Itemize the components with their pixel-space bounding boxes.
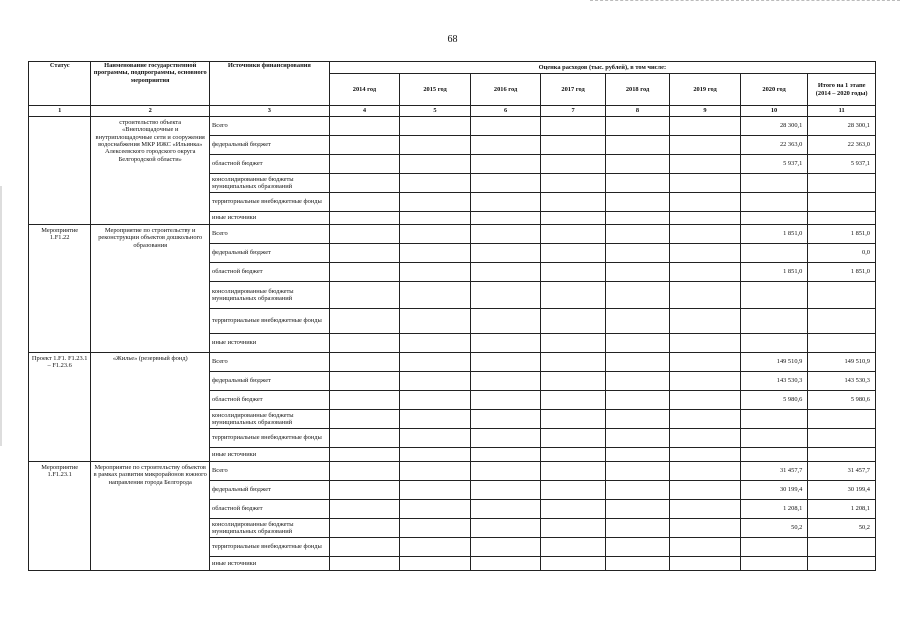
- value-2020-cell: [740, 193, 808, 212]
- funding-source-cell: областной бюджет: [210, 263, 330, 282]
- year-value-cell: [470, 353, 541, 372]
- column-number: 4: [329, 106, 400, 117]
- year-value-cell: [670, 225, 741, 244]
- year-value-cell: [605, 481, 669, 500]
- year-value-cell: [541, 117, 605, 136]
- year-value-cell: [605, 225, 669, 244]
- total-value-cell: 31 457,7: [808, 462, 876, 481]
- year-value-cell: [541, 334, 605, 353]
- column-number: 10: [740, 106, 808, 117]
- total-value-cell: [808, 429, 876, 448]
- value-2020-cell: [740, 244, 808, 263]
- year-value-cell: [329, 391, 400, 410]
- year-value-cell: [400, 225, 471, 244]
- year-value-cell: [605, 155, 669, 174]
- value-2020-cell: [740, 309, 808, 334]
- total-value-cell: 22 363,0: [808, 136, 876, 155]
- total-value-cell: 1 851,0: [808, 263, 876, 282]
- year-value-cell: [541, 429, 605, 448]
- header-name: Наименование государственной программы, подпрограммы, основного мероприятия: [91, 62, 210, 106]
- year-value-cell: [470, 282, 541, 309]
- column-number: 6: [470, 106, 541, 117]
- year-value-cell: [670, 174, 741, 193]
- program-name-cell: строительство объекта «Внеплощадочные и внутриплощадочные сети и сооружения водоснабжения МКР ИЖС «Ильинка» Алексеевского городского округа Белгородской области»: [91, 117, 210, 225]
- year-value-cell: [470, 263, 541, 282]
- total-value-cell: 50,2: [808, 519, 876, 538]
- scan-edge-shadow: [0, 186, 2, 446]
- year-value-cell: [541, 500, 605, 519]
- year-value-cell: [470, 174, 541, 193]
- funding-source-cell: консолидированные бюджеты муниципальных образований: [210, 410, 330, 429]
- program-name-cell: «Жилье» (резервный фонд): [91, 353, 210, 462]
- header-status: Статус: [29, 62, 91, 106]
- year-value-cell: [541, 557, 605, 571]
- year-value-cell: [541, 481, 605, 500]
- total-value-cell: 149 510,9: [808, 353, 876, 372]
- value-2020-cell: 1 208,1: [740, 500, 808, 519]
- year-value-cell: [541, 244, 605, 263]
- year-value-cell: [470, 334, 541, 353]
- year-value-cell: [670, 334, 741, 353]
- funding-source-cell: федеральный бюджет: [210, 372, 330, 391]
- year-value-cell: [329, 193, 400, 212]
- year-value-cell: [670, 391, 741, 410]
- total-value-cell: [808, 309, 876, 334]
- page-number: 68: [447, 34, 458, 45]
- year-value-cell: [470, 410, 541, 429]
- year-value-cell: [605, 448, 669, 462]
- value-2020-cell: [740, 557, 808, 571]
- total-value-cell: 5 937,1: [808, 155, 876, 174]
- year-value-cell: [541, 448, 605, 462]
- year-value-cell: [670, 117, 741, 136]
- header-year: 2017 год: [541, 74, 605, 106]
- column-number: 5: [400, 106, 471, 117]
- column-number: 11: [808, 106, 876, 117]
- year-value-cell: [670, 481, 741, 500]
- year-value-cell: [400, 282, 471, 309]
- year-value-cell: [329, 462, 400, 481]
- header-year: 2019 год: [670, 74, 741, 106]
- total-value-cell: [808, 334, 876, 353]
- column-number: 3: [210, 106, 330, 117]
- year-value-cell: [541, 263, 605, 282]
- year-value-cell: [541, 309, 605, 334]
- year-value-cell: [400, 263, 471, 282]
- year-value-cell: [470, 481, 541, 500]
- year-value-cell: [329, 410, 400, 429]
- year-value-cell: [470, 225, 541, 244]
- year-value-cell: [400, 429, 471, 448]
- year-value-cell: [541, 212, 605, 225]
- year-value-cell: [400, 372, 471, 391]
- year-value-cell: [400, 136, 471, 155]
- funding-source-cell: Всего: [210, 117, 330, 136]
- status-cell: Мероприятие 1.F1.23.1: [29, 462, 91, 571]
- total-value-cell: 30 199,4: [808, 481, 876, 500]
- year-value-cell: [400, 244, 471, 263]
- year-value-cell: [605, 557, 669, 571]
- year-value-cell: [541, 372, 605, 391]
- funding-source-cell: территориальные внебюджетные фонды: [210, 193, 330, 212]
- year-value-cell: [670, 557, 741, 571]
- total-value-cell: [808, 193, 876, 212]
- year-value-cell: [400, 174, 471, 193]
- year-value-cell: [329, 263, 400, 282]
- year-value-cell: [605, 391, 669, 410]
- funding-source-cell: областной бюджет: [210, 391, 330, 410]
- year-value-cell: [605, 519, 669, 538]
- year-value-cell: [400, 538, 471, 557]
- column-number: 8: [605, 106, 669, 117]
- year-value-cell: [400, 193, 471, 212]
- year-value-cell: [329, 309, 400, 334]
- year-value-cell: [605, 500, 669, 519]
- total-value-cell: [808, 448, 876, 462]
- year-value-cell: [670, 372, 741, 391]
- year-value-cell: [541, 282, 605, 309]
- program-name-cell: Мероприятие по строительству и реконструкции объектов дошкольного образования: [91, 225, 210, 353]
- year-value-cell: [470, 212, 541, 225]
- year-value-cell: [541, 174, 605, 193]
- value-2020-cell: 22 363,0: [740, 136, 808, 155]
- year-value-cell: [329, 136, 400, 155]
- year-value-cell: [400, 557, 471, 571]
- funding-source-cell: федеральный бюджет: [210, 244, 330, 263]
- year-value-cell: [329, 500, 400, 519]
- table-row: [29, 353, 876, 372]
- value-2020-cell: 143 530,3: [740, 372, 808, 391]
- budget-table: [28, 61, 876, 571]
- year-value-cell: [470, 372, 541, 391]
- table-row: [29, 462, 876, 481]
- value-2020-cell: [740, 429, 808, 448]
- year-value-cell: [605, 174, 669, 193]
- year-value-cell: [400, 391, 471, 410]
- funding-source-cell: консолидированные бюджеты муниципальных образований: [210, 519, 330, 538]
- year-value-cell: [470, 519, 541, 538]
- column-number: 2: [91, 106, 210, 117]
- status-cell: Мероприятие 1.F1.22: [29, 225, 91, 353]
- total-value-cell: [808, 174, 876, 193]
- total-value-cell: 1 851,0: [808, 225, 876, 244]
- year-value-cell: [605, 193, 669, 212]
- year-value-cell: [400, 500, 471, 519]
- year-value-cell: [400, 410, 471, 429]
- header-year: 2020 год: [740, 74, 808, 106]
- funding-source-cell: иные источники: [210, 334, 330, 353]
- column-number: 7: [541, 106, 605, 117]
- status-cell: Проект 1.F1. F1.23.1 – F1.23.6: [29, 353, 91, 462]
- value-2020-cell: [740, 448, 808, 462]
- year-value-cell: [400, 334, 471, 353]
- year-value-cell: [670, 193, 741, 212]
- value-2020-cell: 149 510,9: [740, 353, 808, 372]
- year-value-cell: [329, 538, 400, 557]
- year-value-cell: [329, 334, 400, 353]
- year-value-cell: [470, 538, 541, 557]
- year-value-cell: [541, 391, 605, 410]
- value-2020-cell: [740, 410, 808, 429]
- value-2020-cell: 5 980,6: [740, 391, 808, 410]
- year-value-cell: [670, 263, 741, 282]
- total-value-cell: 1 208,1: [808, 500, 876, 519]
- year-value-cell: [400, 212, 471, 225]
- year-value-cell: [400, 155, 471, 174]
- year-value-cell: [470, 136, 541, 155]
- year-value-cell: [329, 225, 400, 244]
- funding-source-cell: областной бюджет: [210, 155, 330, 174]
- value-2020-cell: 30 199,4: [740, 481, 808, 500]
- year-value-cell: [670, 244, 741, 263]
- year-value-cell: [400, 519, 471, 538]
- year-value-cell: [400, 353, 471, 372]
- year-value-cell: [605, 353, 669, 372]
- year-value-cell: [400, 117, 471, 136]
- year-value-cell: [670, 282, 741, 309]
- year-value-cell: [400, 309, 471, 334]
- header-year: 2018 год: [605, 74, 669, 106]
- year-value-cell: [605, 244, 669, 263]
- year-value-cell: [605, 117, 669, 136]
- header-estimate: Оценка расходов (тыс. рублей), в том числе:: [329, 62, 875, 74]
- table-row: [29, 225, 876, 244]
- year-value-cell: [605, 282, 669, 309]
- year-value-cell: [670, 448, 741, 462]
- year-value-cell: [400, 481, 471, 500]
- year-value-cell: [470, 309, 541, 334]
- year-value-cell: [541, 538, 605, 557]
- value-2020-cell: [740, 334, 808, 353]
- year-value-cell: [670, 136, 741, 155]
- funding-source-cell: федеральный бюджет: [210, 136, 330, 155]
- year-value-cell: [470, 244, 541, 263]
- year-value-cell: [470, 155, 541, 174]
- funding-source-cell: иные источники: [210, 212, 330, 225]
- year-value-cell: [541, 136, 605, 155]
- year-value-cell: [605, 372, 669, 391]
- year-value-cell: [400, 462, 471, 481]
- year-value-cell: [670, 410, 741, 429]
- year-value-cell: [470, 557, 541, 571]
- funding-source-cell: консолидированные бюджеты муниципальных образований: [210, 282, 330, 309]
- year-value-cell: [670, 462, 741, 481]
- year-value-cell: [605, 462, 669, 481]
- year-value-cell: [670, 155, 741, 174]
- year-value-cell: [605, 334, 669, 353]
- year-value-cell: [329, 429, 400, 448]
- year-value-cell: [605, 136, 669, 155]
- funding-source-cell: Всего: [210, 353, 330, 372]
- header-year: 2014 год: [329, 74, 400, 106]
- year-value-cell: [470, 429, 541, 448]
- year-value-cell: [670, 538, 741, 557]
- year-value-cell: [541, 462, 605, 481]
- year-value-cell: [470, 193, 541, 212]
- table-row: [29, 117, 876, 136]
- year-value-cell: [541, 353, 605, 372]
- value-2020-cell: 31 457,7: [740, 462, 808, 481]
- total-value-cell: [808, 410, 876, 429]
- column-number: 9: [670, 106, 741, 117]
- total-value-cell: [808, 557, 876, 571]
- value-2020-cell: 1 851,0: [740, 263, 808, 282]
- column-number: 1: [29, 106, 91, 117]
- scan-artifact: [590, 0, 900, 3]
- year-value-cell: [329, 155, 400, 174]
- year-value-cell: [541, 193, 605, 212]
- value-2020-cell: [740, 538, 808, 557]
- year-value-cell: [605, 429, 669, 448]
- year-value-cell: [670, 519, 741, 538]
- year-value-cell: [670, 212, 741, 225]
- year-value-cell: [670, 429, 741, 448]
- total-value-cell: [808, 212, 876, 225]
- funding-source-cell: иные источники: [210, 557, 330, 571]
- year-value-cell: [541, 410, 605, 429]
- year-value-cell: [329, 117, 400, 136]
- year-value-cell: [470, 448, 541, 462]
- year-value-cell: [541, 519, 605, 538]
- status-cell: [29, 117, 91, 225]
- year-value-cell: [605, 410, 669, 429]
- year-value-cell: [605, 263, 669, 282]
- year-value-cell: [670, 353, 741, 372]
- year-value-cell: [470, 117, 541, 136]
- year-value-cell: [329, 174, 400, 193]
- year-value-cell: [329, 353, 400, 372]
- header-year: 2016 год: [470, 74, 541, 106]
- total-value-cell: 28 300,1: [808, 117, 876, 136]
- year-value-cell: [329, 557, 400, 571]
- header-year: 2015 год: [400, 74, 471, 106]
- year-value-cell: [329, 519, 400, 538]
- year-value-cell: [605, 538, 669, 557]
- value-2020-cell: 28 300,1: [740, 117, 808, 136]
- year-value-cell: [670, 500, 741, 519]
- year-value-cell: [400, 448, 471, 462]
- total-value-cell: [808, 538, 876, 557]
- year-value-cell: [470, 500, 541, 519]
- total-value-cell: 0,0: [808, 244, 876, 263]
- funding-source-cell: территориальные внебюджетные фонды: [210, 309, 330, 334]
- year-value-cell: [329, 448, 400, 462]
- year-value-cell: [470, 391, 541, 410]
- year-value-cell: [470, 462, 541, 481]
- funding-source-cell: Всего: [210, 462, 330, 481]
- total-value-cell: 143 530,3: [808, 372, 876, 391]
- year-value-cell: [605, 309, 669, 334]
- header-sources: Источники финансирования: [210, 62, 330, 106]
- funding-source-cell: областной бюджет: [210, 500, 330, 519]
- table-body: [29, 117, 876, 571]
- value-2020-cell: 50,2: [740, 519, 808, 538]
- total-value-cell: [808, 282, 876, 309]
- total-value-cell: 5 980,6: [808, 391, 876, 410]
- funding-source-cell: территориальные внебюджетные фонды: [210, 429, 330, 448]
- value-2020-cell: 1 851,0: [740, 225, 808, 244]
- year-value-cell: [329, 372, 400, 391]
- program-name-cell: Мероприятие по строительству объектов в рамках развития микрорайонов южного направления города Белгорода: [91, 462, 210, 571]
- funding-source-cell: Всего: [210, 225, 330, 244]
- header-total: Итого на 1 этапе (2014 – 2020 годы): [808, 74, 876, 106]
- year-value-cell: [329, 244, 400, 263]
- year-value-cell: [605, 212, 669, 225]
- funding-source-cell: федеральный бюджет: [210, 481, 330, 500]
- value-2020-cell: [740, 212, 808, 225]
- funding-source-cell: территориальные внебюджетные фонды: [210, 538, 330, 557]
- year-value-cell: [670, 309, 741, 334]
- value-2020-cell: [740, 282, 808, 309]
- year-value-cell: [329, 212, 400, 225]
- year-value-cell: [329, 481, 400, 500]
- value-2020-cell: 5 937,1: [740, 155, 808, 174]
- funding-source-cell: консолидированные бюджеты муниципальных образований: [210, 174, 330, 193]
- year-value-cell: [541, 225, 605, 244]
- value-2020-cell: [740, 174, 808, 193]
- funding-source-cell: иные источники: [210, 448, 330, 462]
- year-value-cell: [329, 282, 400, 309]
- year-value-cell: [541, 155, 605, 174]
